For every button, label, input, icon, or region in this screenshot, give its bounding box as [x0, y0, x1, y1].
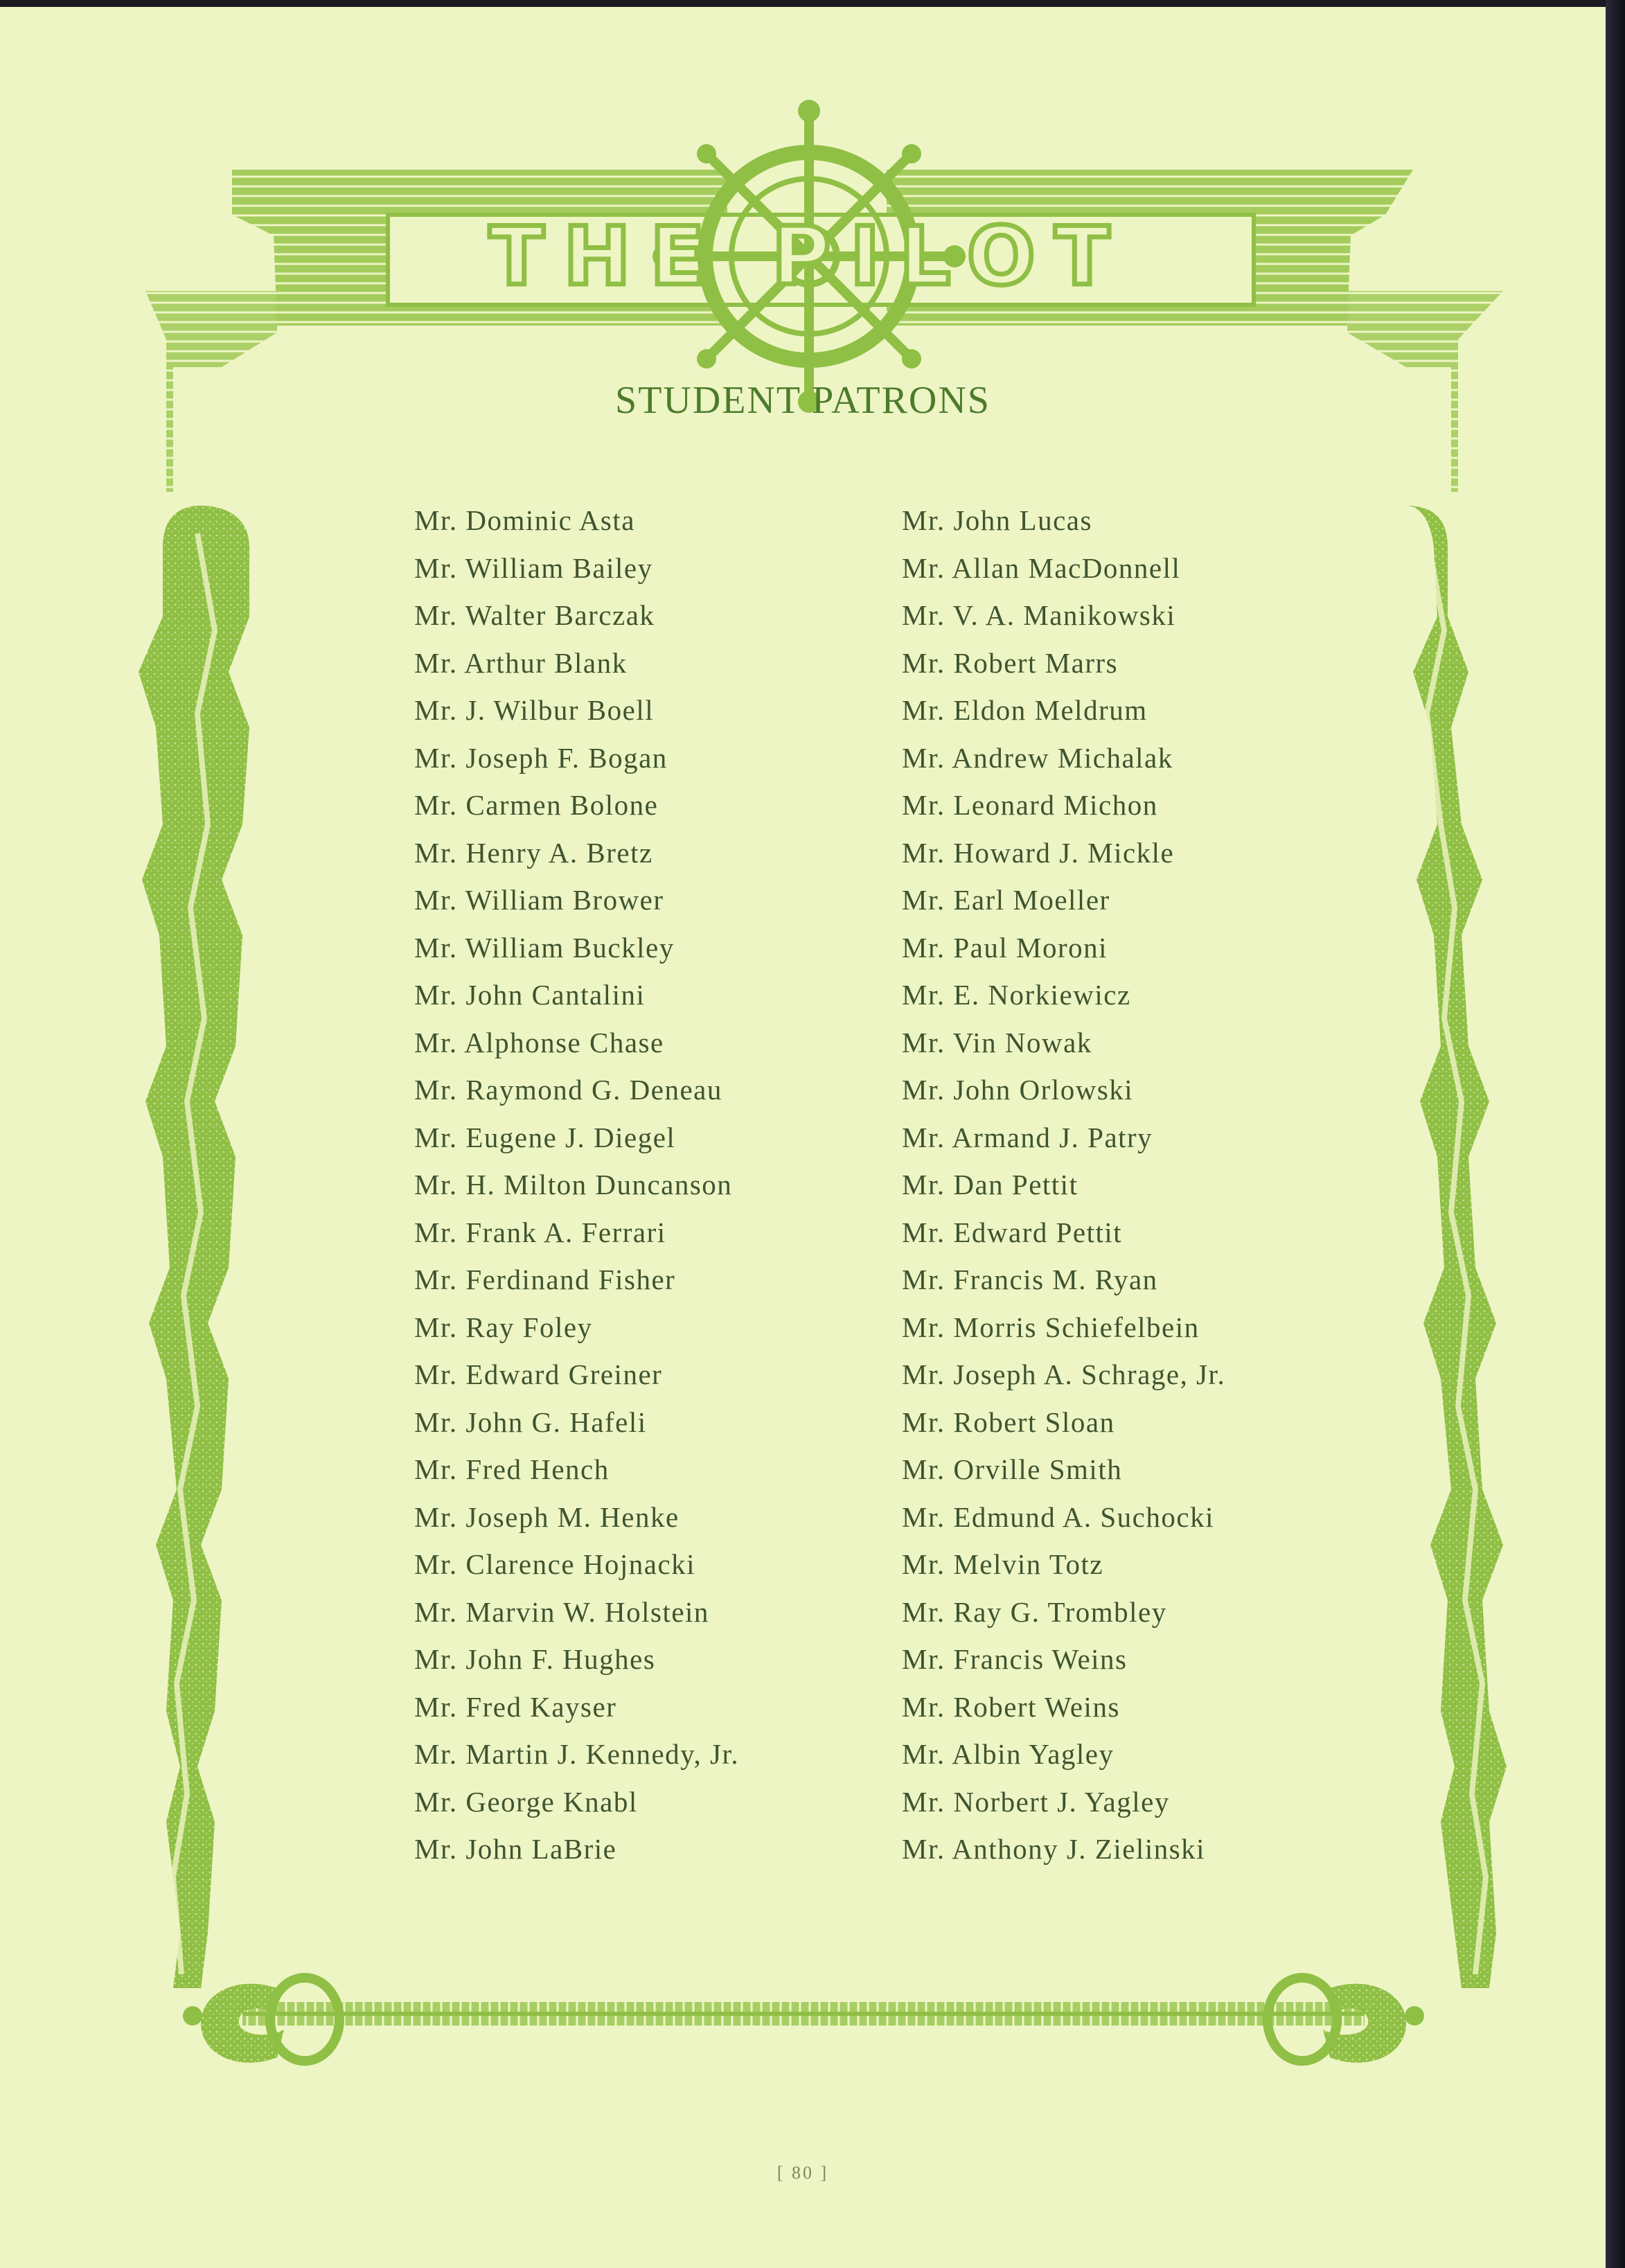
list-item: Mr. Orville Smith: [902, 1453, 1123, 1485]
list-item: Mr. Ray Foley: [414, 1311, 593, 1343]
list-item: Mr. Norbert J. Yagley: [902, 1785, 1170, 1818]
list-item: Mr. V. A. Manikowski: [902, 599, 1176, 631]
list-item: Mr. Vin Nowak: [902, 1026, 1092, 1058]
list-item: Mr. Paul Moroni: [902, 931, 1108, 964]
page-subtitle: STUDENT PATRONS: [615, 379, 991, 422]
list-item: Mr. Morris Schiefelbein: [902, 1311, 1200, 1343]
list-item: Mr. Howard J. Mickle: [902, 836, 1175, 869]
list-item: Mr. Martin J. Kennedy, Jr.: [414, 1738, 740, 1770]
list-item: Mr. John LaBrie: [414, 1833, 617, 1865]
list-item: Mr. H. Milton Duncanson: [414, 1169, 733, 1201]
list-item: Mr. Marvin W. Holstein: [414, 1595, 709, 1628]
list-item: Mr. Raymond G. Deneau: [414, 1074, 722, 1106]
bottom-scroll: [183, 1978, 1424, 2063]
list-item: Mr. E. Norkiewicz: [902, 979, 1131, 1011]
header-title: THE PILOT: [489, 210, 1129, 303]
list-item: Mr. J. Wilbur Boell: [414, 694, 655, 726]
page-number: [ 80 ]: [776, 2163, 829, 2183]
list-item: Mr. Henry A. Bretz: [414, 836, 653, 869]
list-item: Mr. Alphonse Chase: [414, 1026, 664, 1058]
list-item: Mr. Joseph F. Bogan: [414, 741, 668, 774]
list-item: Mr. Dominic Asta: [414, 504, 635, 536]
list-item: Mr. Eugene J. Diegel: [414, 1121, 676, 1153]
list-item: Mr. Clarence Hojnacki: [414, 1548, 696, 1580]
list-item: Mr. Fred Hench: [414, 1453, 610, 1485]
list-item: Mr. Walter Barczak: [414, 599, 655, 631]
list-item: Mr. John Lucas: [902, 504, 1092, 536]
list-item: Mr. Armand J. Patry: [902, 1121, 1153, 1153]
list-item: Mr. Robert Sloan: [902, 1406, 1115, 1438]
list-item: Mr. William Bailey: [414, 551, 653, 584]
ornamental-frame: [0, 7, 1606, 2268]
list-item: Mr. John G. Hafeli: [414, 1406, 647, 1438]
list-item: Mr. John F. Hughes: [414, 1643, 656, 1675]
list-item: Mr. Fred Kayser: [414, 1690, 617, 1723]
list-item: Mr. Carmen Bolone: [414, 789, 659, 821]
list-item: Mr. John Cantalini: [414, 979, 646, 1011]
list-item: Mr. Robert Marrs: [902, 646, 1119, 679]
list-item: Mr. Melvin Totz: [902, 1548, 1104, 1580]
list-item: Mr. Frank A. Ferrari: [414, 1216, 666, 1248]
list-item: Mr. Albin Yagley: [902, 1738, 1115, 1770]
list-item: Mr. Leonard Michon: [902, 789, 1158, 821]
list-item: Mr. Joseph M. Henke: [414, 1500, 680, 1533]
list-item: Mr. Allan MacDonnell: [902, 551, 1181, 584]
list-item: Mr. Eldon Meldrum: [902, 694, 1148, 726]
list-item: Mr. Dan Pettit: [902, 1169, 1078, 1201]
list-item: Mr. Ray G. Trombley: [902, 1595, 1167, 1628]
list-item: Mr. Francis M. Ryan: [902, 1264, 1158, 1295]
list-item: Mr. William Brower: [414, 884, 664, 916]
patron-list-right: [902, 497, 1225, 1873]
list-item: Mr. Francis Weins: [902, 1643, 1128, 1675]
list-item: Mr. Edward Greiner: [414, 1358, 663, 1390]
list-item: Mr. Edward Pettit: [902, 1216, 1123, 1248]
yearbook-page: [0, 7, 1606, 2268]
list-item: Mr. Arthur Blank: [414, 646, 628, 679]
list-item: Mr. Joseph A. Schrage, Jr.: [902, 1358, 1226, 1390]
list-item: Mr. Earl Moeller: [902, 884, 1110, 916]
list-item: Mr. William Buckley: [414, 931, 675, 964]
list-item: Mr. Edmund A. Suchocki: [902, 1500, 1214, 1533]
list-item: Mr. John Orlowski: [902, 1074, 1134, 1106]
page-edge-shadow: [1606, 0, 1625, 2268]
list-item: Mr. Andrew Michalak: [902, 741, 1173, 774]
list-item: Mr. George Knabl: [414, 1785, 638, 1818]
list-item: Mr. Robert Weins: [902, 1690, 1120, 1723]
patron-list-left: [414, 497, 739, 1873]
list-item: Mr. Anthony J. Zielinski: [902, 1833, 1206, 1865]
list-item: Mr. Ferdinand Fisher: [414, 1264, 676, 1295]
